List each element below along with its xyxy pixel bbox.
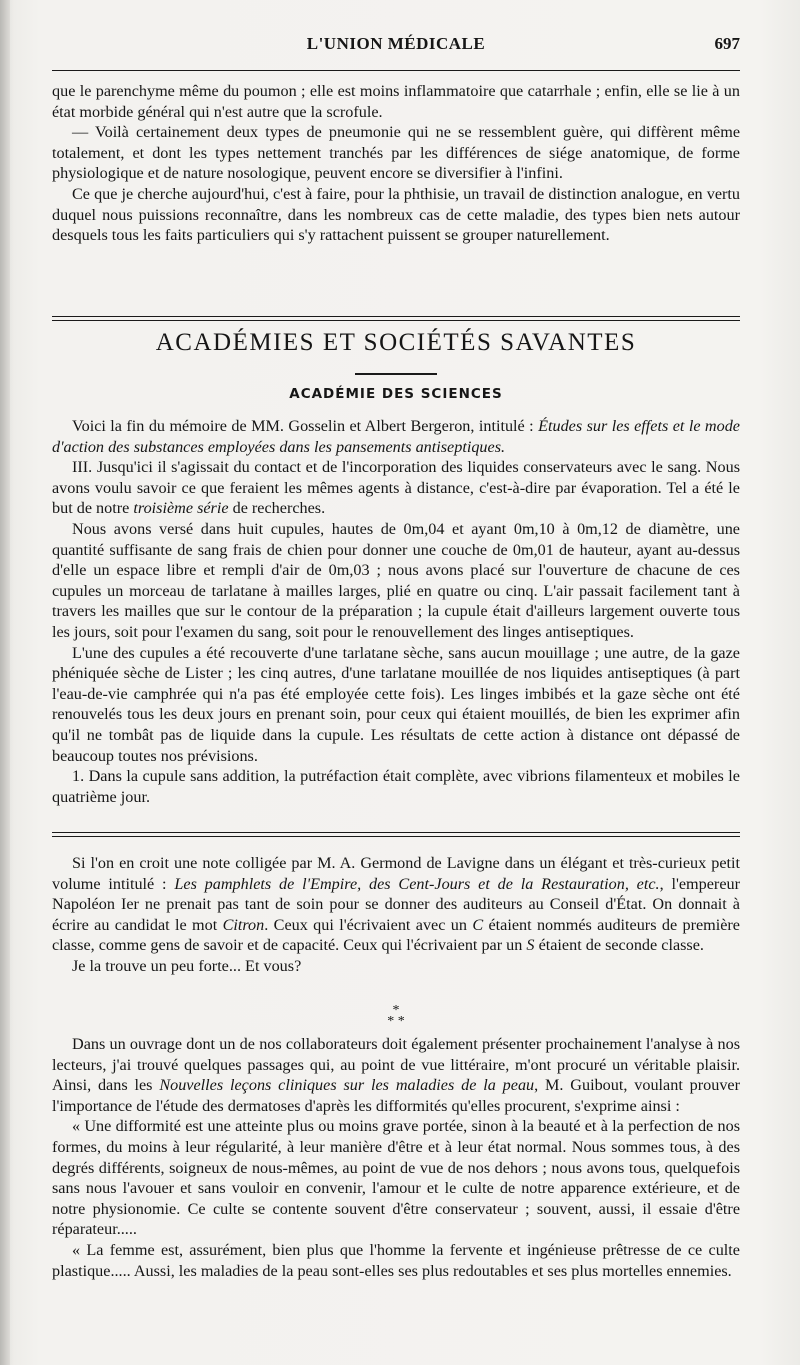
academie-paragraph-2: Nous avons versé dans huit cupules, hautes de 0m,04 et ayant 0m,10 à 0m,12 de diamètre, une quantité suffisante de sang frais de chien pour donner une couche de 0m,01 de hauteur, ayant au-dessus d'elle un espace libre et rempli d'air de 0m,03 ; nous avons placé sur l'ouverture de chacune de ces cupules un morceau de tarlatane à mailles larges, plié en quatre ou cinq. L'air passait facilement tant à travers les mailles que sur le contour de la préparation ; la cupule était d'ailleurs largement ouverte tous les jours, soit pour l'examen du sang, soit pour le renouvellement des linges antiseptiques. bbox=[52, 519, 740, 641]
running-title: L'UNION MÉDICALE bbox=[306, 34, 486, 53]
academie-paragraph-3: L'une des cupules a été recouverte d'une tarlatane sèche, sans aucun mouillage ; une autre, de la gaze phéniquée sèche de Lister ; les cinq autres, d'une tarlatane mouillée de nos liquides antiseptiques (à part l'eau-de-vie camphrée qui n'a pas été employée cette fois). Les linges imbibés et la gaze sèche ont été renouvelés tous les deux jours en prenant soin, pour ceux qui étaient mouillés, de bien les exprimer afin qu'il ne tombât pas de liquide dans la cupule. Les résultats de cette action à distance ont dépassé de beaucoup toutes nos prévisions. bbox=[52, 643, 740, 765]
lecons-title: Nouvelles leçons cliniques sur les maladies de la peau bbox=[159, 1076, 535, 1095]
title-underline bbox=[355, 373, 437, 375]
feuilleton-paragraph-3 bbox=[52, 1034, 740, 1116]
p1-emphasis: troisième série bbox=[133, 499, 229, 518]
letter-c: C bbox=[472, 915, 484, 934]
quote-paragraph-1: « Une difformité est une atteinte plus ou moins grave portée, sinon à la beauté et à la perfection de nos formes, du moins à leur régularité, à leur manière d'être et à leur état normal. Nous sommes tous, à des degrés différents, soigneux de nous-mêmes, au point de vue de nos dehors ; nous avons tous, quelquefois sans nous l'avouer et sans vouloir en convenir, l'amour et le culte de notre apparence extérieure, et de notre physionomie. Ce culte se contente souvent d'être conservateur ; souvent, aussi, il essaie d'être réparateur..... bbox=[52, 1117, 740, 1239]
page-spine-shadow bbox=[0, 0, 10, 1365]
letter-s: S bbox=[526, 936, 535, 955]
p1-text-b: de recherches. bbox=[228, 499, 326, 518]
f3-text-b: , M. Guibout, voulant prouver l'importance de l'étude des dermatoses d'après les difformités qu'elles procurent, s'exprime ainsi : bbox=[52, 1076, 740, 1115]
memoir-title: Études sur les effets et le mode d'action des substances employées dans les pansements antiseptiques. bbox=[52, 417, 740, 456]
page-header bbox=[52, 34, 740, 58]
f1-text-d: étaient nommés auditeurs de première classe, comme gens de savoir et de capacité. Ceux qui l'écrivaient par un bbox=[52, 915, 740, 955]
intro-paragraph-2: — Voilà certainement deux types de pneumonie qui ne se ressemblent guère, qui diffèrent même totalement, et dont les types nettement tranchés par les différences de siége anatomique, de forme physiologique et de nature nosologique, peuvent encore se diversifier à l'infini. bbox=[52, 123, 740, 183]
f1-text-e: étaient de seconde classe. bbox=[534, 936, 704, 955]
f1-text-a: Si l'on en croit une note colligée par M. A. Germond de Lavigne dans un élégant et très-curieux petit volume intitulé : bbox=[52, 854, 740, 893]
intro-paragraph-1: que le parenchyme même du poumon ; elle est moins inflammatoire que catarrhale ; enfin, elle se lie à un état morbide général qui n'est autre que la scrofule. bbox=[52, 82, 740, 121]
section-subtitle: ACADÉMIE DES SCIENCES bbox=[289, 386, 503, 402]
academie-paragraph-1 bbox=[52, 457, 740, 519]
header-rule bbox=[52, 70, 740, 71]
academie-text bbox=[52, 416, 740, 807]
f1-text-c: . Ceux qui l'écrivaient avec un bbox=[264, 915, 473, 934]
f1-text-b: , l'empereur Napoléon Ier ne prenait pas tant de soin pour se donner des auditeurs au Conseil d'État. On donnait à écrire au candidat le mot bbox=[52, 874, 740, 934]
feuilleton-text-top bbox=[52, 853, 740, 977]
section-title: ACADÉMIES ET SOCIÉTÉS SAVANTES bbox=[155, 329, 637, 356]
feuilleton-text-bottom bbox=[52, 1034, 740, 1281]
asterism-bottom: * * bbox=[387, 1014, 405, 1029]
citron-word: Citron bbox=[222, 915, 265, 934]
feuilleton-paragraph-1 bbox=[52, 853, 740, 956]
section-divider bbox=[52, 316, 740, 321]
section-asterism bbox=[52, 1005, 740, 1027]
intro-text bbox=[52, 81, 740, 246]
feuilleton-divider bbox=[52, 832, 740, 837]
lead-text: Voici la fin du mémoire de MM. Gosselin et Albert Bergeron, intitulé : bbox=[72, 417, 539, 435]
page-number: 697 bbox=[714, 34, 740, 53]
feuilleton-paragraph-2: Je la trouve un peu forte... Et vous? bbox=[72, 956, 302, 975]
intro-paragraph-3: Ce que je cherche aujourd'hui, c'est à faire, pour la phthisie, un travail de distinction analogue, en vertu duquel nous puissions reconnaître, dans les nombreux cas de cette maladie, des types bien nets autour desquels tous les faits particuliers qui s'y rattachent puissent se grouper naturellement. bbox=[52, 184, 740, 245]
academie-lead bbox=[52, 416, 740, 457]
f3-text-a: Dans un ouvrage dont un de nos collaborateurs doit également présenter prochainement l'analyse à nos lecteurs, j'ai trouvé quelques passages qui, au point de vue littéraire, m'ont procuré un véritable plaisir. Ainsi, dans les bbox=[52, 1035, 740, 1095]
p1-text-a: III. Jusqu'ici il s'agissait du contact et de l'incorporation des liquides conservateurs avec le sang. Nous avons voulu savoir ce que feraient les mêmes agents à distance, c'est-à-dire par évaporation. Tel a été le but de notre bbox=[52, 458, 740, 518]
asterism-top: * bbox=[392, 1003, 400, 1018]
pamphlets-title: Les pamphlets de l'Empire, des Cent-Jours et de la Restauration, etc. bbox=[174, 874, 660, 893]
academie-paragraph-4: 1. Dans la cupule sans addition, la putréfaction était complète, avec vibrions filamenteux et mobiles le quatrième jour. bbox=[52, 767, 740, 806]
quote-paragraph-2: « La femme est, assurément, bien plus que l'homme la fervente et ingénieuse prêtresse de ce culte plastique..... Aussi, les maladies de la peau sont-elles ses plus redoutables et ses plus mortelles ennemies. bbox=[52, 1240, 740, 1280]
